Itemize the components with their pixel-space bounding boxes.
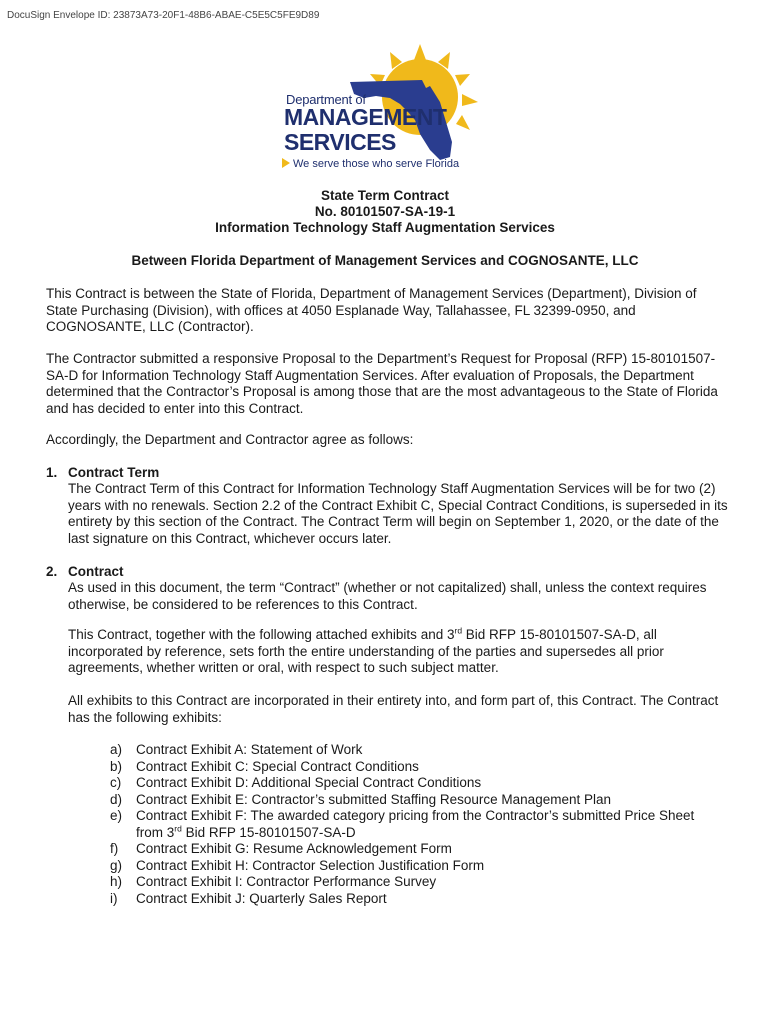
section-2-body: As used in this document, the term “Contract” (whether or not capitalized) shall, unless the context requires otherwise, be considered to be references to this Contract. (68, 580, 707, 612)
section-2-number: 2. (46, 564, 58, 579)
exhibit-letter: e) (110, 808, 123, 823)
ordinal-suffix: rd (454, 625, 463, 636)
triangle-icon (282, 158, 290, 168)
exhibit-text: Contract Exhibit A: Statement of Work (136, 742, 363, 757)
contract-number: No. 80101507-SA-19-1 (314, 204, 456, 219)
logo-line-department: Department of (286, 92, 366, 107)
section-1-body: The Contract Term of this Contract for Information Technology Staff Augmentation Services will be for two (2) years with no renewals. Section 2.2 of the Contract Exhibit C, Special Contract Conditions, is superseded in its entirety by this section of the Contract. The Contract Term will begin on September 1, 2020, or the date of the last signature on this Contract, whichever occurs later. (68, 481, 728, 546)
contract-subject: Information Technology Staff Augmentation Services (215, 220, 555, 235)
exhibit-text: Contract Exhibit I: Contractor Performance Survey (136, 874, 437, 889)
exhibit-item (110, 792, 730, 809)
exhibit-letter: i) (110, 890, 118, 906)
contract-title: State Term Contract (320, 188, 450, 203)
logo-line-management: MANAGEMENT (284, 104, 447, 130)
exhibit-text: Contract Exhibit D: Additional Special Contract Conditions (136, 775, 482, 790)
intro-paragraph-1: This Contract is between the State of Florida, Department of Management Services (Department), Division of State Purchasing (Division), with offices at 4050 Esplanade Way, Tallahassee, FL 32399-0950, and COGNOSANTE, LLC (Contractor). (46, 286, 697, 334)
contract-parties: Between Florida Department of Management Services and COGNOSANTE, LLC (131, 253, 639, 268)
ordinal-suffix: rd (174, 823, 182, 833)
exhibit-text: Contract Exhibit C: Special Contract Conditions (136, 758, 419, 774)
tagline-text: We serve those who serve Florida (293, 158, 460, 170)
section-1-heading: Contract Term (68, 465, 160, 480)
exhibit-item (110, 808, 730, 841)
exhibit-item (110, 775, 730, 792)
exhibit-text: Contract Exhibit H: Contractor Selection Justification Form (136, 857, 485, 873)
exhibit-letter: c) (110, 775, 122, 790)
exhibit-item (110, 759, 730, 776)
exhibit-letter: g) (110, 857, 123, 873)
section-2-paragraph-2-end: Bid RFP 15-80101507-SA-D, all incorporated by reference, sets forth the entire understanding of the parties and supersedes all prior agreements, whether written or oral, with respect to such subject matter. (68, 627, 664, 675)
exhibit-text-continued: from 3 (136, 824, 175, 840)
exhibit-letter: a) (110, 742, 123, 757)
exhibit-letter: b) (110, 758, 123, 774)
docusign-envelope-id: DocuSign Envelope ID: 23873A73-20F1-48B6-ABAE-C5E5C5FE9D89 (7, 10, 320, 21)
exhibit-letter: d) (110, 791, 123, 807)
intro-paragraph-3: Accordingly, the Department and Contractor agree as follows: (46, 432, 414, 447)
exhibit-text: Contract Exhibit G: Resume Acknowledgement Form (136, 841, 452, 856)
logo-tagline (282, 158, 459, 170)
intro-paragraph-2: The Contractor submitted a responsive Proposal to the Department’s Request for Proposal (RFP) 15-80101507-SA-D for Information Technology Staff Augmentation Services. After evaluation of Proposals, the Department determined that the Contractor’s Proposal is among those that are the most advantageous to the State of Florida and has decided to enter into this Contract. (46, 351, 718, 416)
exhibit-text: Contract Exhibit E: Contractor’s submitted Staffing Resource Management Plan (136, 791, 611, 807)
logo-line-services: SERVICES (284, 129, 396, 155)
exhibit-text: Contract Exhibit F: The awarded category pricing from the Contractor’s submitted Price Sheet (136, 808, 695, 823)
exhibit-text-continued-end: Bid RFP 15-80101507-SA-D (181, 824, 356, 840)
section-2-paragraph-3: All exhibits to this Contract are incorporated in their entirety into, and form part of, this Contract. The Contract has the following exhibits: (68, 693, 719, 725)
exhibit-item (110, 841, 730, 858)
exhibit-item (110, 891, 730, 908)
dms-logo (280, 42, 490, 177)
exhibit-text: Contract Exhibit J: Quarterly Sales Report (136, 890, 387, 906)
exhibit-letter: h) (110, 874, 123, 889)
exhibit-item (110, 858, 730, 875)
exhibit-letter: f) (110, 841, 119, 856)
section-2-paragraph-2-start: This Contract, together with the following attached exhibits and 3 (68, 627, 455, 642)
section-2-paragraph-2 (68, 627, 728, 677)
exhibit-list (110, 742, 730, 907)
section-2-heading: Contract (68, 564, 124, 579)
exhibit-item (110, 874, 730, 891)
exhibit-item (110, 742, 730, 759)
section-1-number: 1. (46, 465, 58, 480)
